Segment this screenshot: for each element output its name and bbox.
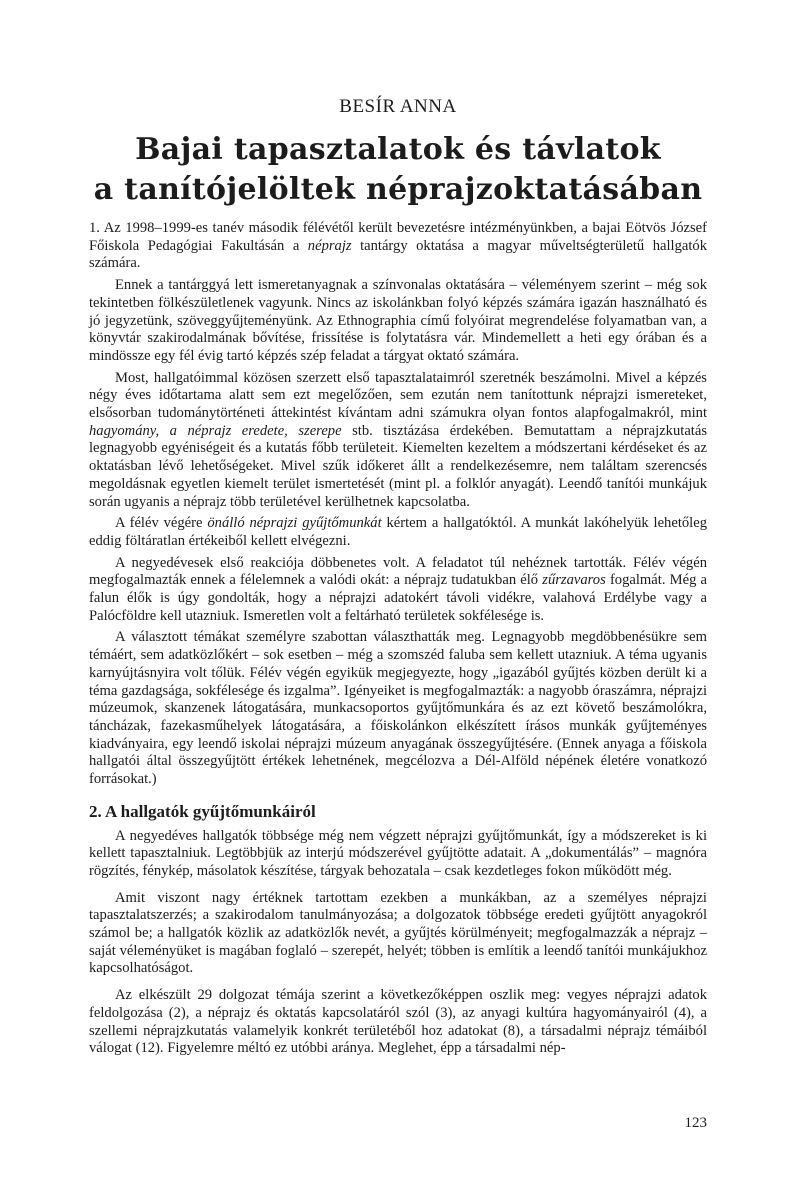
paragraph-4 <box>89 515 707 550</box>
paragraph-5-text-a: A negyedévesek első reakciója döbbenetes volt. A feladatot túl nehéznek tartották. Félév végén megfogalmazták ennek a félelemnek a valódi okát: a néprajz tudatukban élő <box>89 554 707 589</box>
paragraph-8: Amit viszont nagy értéknek tartottam ezekben a munkákban, az a személyes néprajzi tapasztalatszerzés; a szakirodalom tanulmányozása; a dolgozatok többsége eredeti gyűjtött anyagokról számol be; a hallgatók közlik az adatközlők nevét, a gyűjtés körülményeit; megfogalmazzák a néprajz – saját véleményüket is magában foglaló – szerepét, helyét; többen is említik a leendő tanítói munkájukhoz kapcsolhatóságot. <box>89 889 707 977</box>
paragraph-5-text-c: fogalmát. Még a falun élők is úgy gondolták, hogy a néprajzi adatokért távoli vidékre, valahová Erdélybe vagy a Palócföldre kell utazniuk. Ismeretlen volt a feltárható területek sokfélesége is. <box>89 572 707 624</box>
paragraph-7: A negyedéves hallgatók többsége még nem végzett néprajzi gyűjtőmunkát, így a módszereket is ki kellett tapasztalniuk. Legtöbbjük az interjú módszerével gyűjtötte adatait. A „dokumentálás” – magnóra rögzítés, fénykép, másolatok készítése, tárgyak behozatala – csak kezdetleges fokon működött még. <box>89 827 707 879</box>
paragraph-1-text-a: 1. Az 1998–1999-es tanév második félévétől került bevezetésre intézményünkben, a bajai Eötvös József Főiskola Pedagógiai Fakultásán a <box>89 220 707 254</box>
paragraph-6: A választott témákat személyre szabottan választhatták meg. Legnagyobb megdöbbenésükre sem témáért, sem adatközlőkért – sok esetben – még a szomszéd faluba sem kellett utazniuk. A téma ugyanis karnyújtásnyira volt tőlük. Félév végén egyikük megjegyezte, hogy „igazából gyűjtés közben derült ki a téma gazdagsága, sokfélesége és izgalma”. Igényeiket is megfogalmazták: a nagyobb óraszámra, néprajzi múzeumok, skanzenek látogatására, munkacsoportos gyűjtőmunkára és az ezt követő beszámolókra, táncházak, fazekasműhelyek látogatására, a főiskolánkon elkészített írásos munkák gyűjteményes kiadványaira, egy leendő iskolai néprajzi múzeum anyagának összegyűjtésére. (Ennek anyaga a főiskola hallgatói által összegyűjtött értékek lehetnének, megcélozva a Dél-Alföld népének életére vonatkozó forrásokat.) <box>89 629 707 788</box>
paragraph-4-text-a: A félév végére <box>115 515 208 532</box>
paragraph-5-emphasis: zűrzavaros <box>542 572 606 589</box>
paragraph-9: Az elkészült 29 dolgozat témája szerint a következőképpen oszlik meg: vegyes néprajzi adatok feldolgozása (2), a néprajz és oktatás kapcsolatáról szól (3), az anyagi kultúra hagyományairól (4), a szellemi néprajzkutatás valamelyik konkrét területéből hoz adatokat (8), a társadalmi néprajz témáiból válogat (12). Figyelemre méltó ez utóbbi aránya. Meglehet, épp a társadalmi nép- <box>89 987 707 1057</box>
section-heading-2: 2. A hallgatók gyűjtőmunkáiról <box>89 801 316 821</box>
paragraph-3-text-c: stb. tisztázása érdekében. Bemutattam a néprajzkutatás legnagyobb egyéniségeit és a kutatás főbb területeit. Kiemelten kezeltem a módszertani kérdéseket és az oktatásban lévő lehetőségeket. Mivel szűk időkeret állt a rendelkezésemre, nem találtam szerencsés megoldásnak egyetlen kiemelt terület ismertetését (mint pl. a folklór anyagát). Leendő tanítói munkájuk során ugyanis a néprajz több területével kerülhetnek kapcsolatba. <box>89 422 708 510</box>
paragraph-4-emphasis: önálló néprajzi gyűjtőmunkát <box>207 515 382 532</box>
paragraph-3 <box>89 370 707 512</box>
paragraph-2: Ennek a tantárggyá lett ismeretanyagnak a színvonalas oktatására – véleményem szerint – még sok tekintetben fölkészületlenek vagyunk. Nincs az iskolánkban folyó képzés számára igazán használható és jó jegyzetünk, szöveggyűjteményünk. Az Ethnographia című folyóirat megrendelése folyamatban van, a könyvtár szakirodalmának bővítése, frissítése is folytatásra vár. Mindemellett a heti egy órában és a mindössze egy fél évig tartó képzés szép feladat a tárgyat oktató számára. <box>89 277 707 364</box>
paragraph-4-text-c: kértem a hallgatóktól. A munkát lakóhelyük lehetőleg eddig föltáratlan értékeiből kellett elvégezni. <box>89 515 708 549</box>
paragraph-5 <box>89 555 707 626</box>
paragraph-3-text-a: Most, hallgatóimmal közösen szerzett első tapasztalataimról szeretnék beszámolni. Mivel a képzés négy éves időtartama alatt sem ezt megelőzően, sem ezután nem tanítottunk néprajzi ismereteket, elsősorban tudománytörténeti áttekintést kívántam adni számukra olyan fontos alapfogalmakról, mint <box>89 369 707 422</box>
article-title-line-1: Bajai tapasztalatok és távlatok <box>135 132 661 167</box>
paragraph-1-emphasis: néprajz <box>307 237 352 254</box>
article-title <box>0 130 796 210</box>
paragraph-3-emphasis: hagyomány, a néprajz eredete, szerepe <box>89 422 342 439</box>
article-body <box>89 220 707 1062</box>
paragraph-1 <box>89 220 707 273</box>
page-number: 123 <box>684 1115 707 1131</box>
article-title-line-2: a tanítójelöltek néprajzoktatásában <box>93 172 703 207</box>
article-author: BESÍR ANNA <box>339 96 457 117</box>
paragraph-1-text-c: tantárgy oktatása a magyar műveltségterületű hallgatók számára. <box>89 237 707 272</box>
